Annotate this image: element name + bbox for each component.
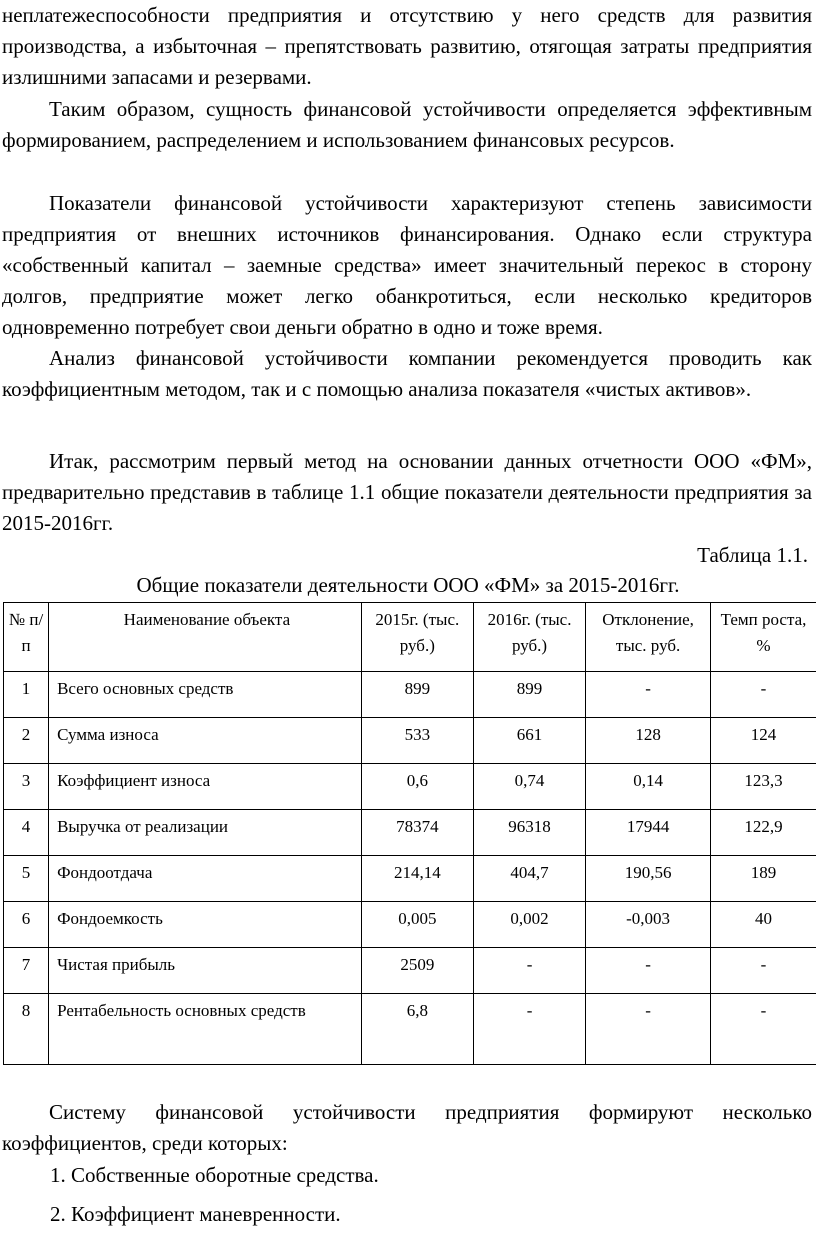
table-row	[4, 994, 816, 1065]
header-name: Наименование объекта	[49, 603, 362, 672]
cell-deviation: -0,003	[586, 902, 711, 948]
paragraph-essence: Таким образом, сущность финансовой устойчивости определяется эффективным формированием, распределением и использованием финансовых ресурсов.	[2, 94, 812, 156]
cell-growth: -	[711, 948, 816, 994]
cell-growth: 122,9	[711, 810, 816, 856]
cell-deviation: -	[586, 994, 711, 1065]
cell-2016: -	[473, 948, 585, 994]
indicators-table	[3, 602, 816, 1065]
cell-2016: 96318	[473, 810, 585, 856]
cell-growth: -	[711, 994, 816, 1065]
header-num: № п/п	[4, 603, 49, 672]
cell-name: Всего основных средств	[49, 672, 362, 718]
cell-name: Фондоемкость	[49, 902, 362, 948]
cell-name: Выручка от реализации	[49, 810, 362, 856]
cell-num: 7	[4, 948, 49, 994]
cell-2016: 0,002	[473, 902, 585, 948]
table-row	[4, 856, 816, 902]
cell-num: 5	[4, 856, 49, 902]
cell-growth: -	[711, 672, 816, 718]
cell-name: Фондоотдача	[49, 856, 362, 902]
cell-2015: 0,005	[361, 902, 473, 948]
cell-num: 2	[4, 718, 49, 764]
coefficients-list	[50, 1160, 810, 1238]
cell-deviation: 190,56	[586, 856, 711, 902]
cell-2015: 533	[361, 718, 473, 764]
table-row	[4, 810, 816, 856]
cell-2015: 214,14	[361, 856, 473, 902]
cell-deviation: 17944	[586, 810, 711, 856]
list-item	[50, 1199, 810, 1230]
paragraph-coefficients: Систему финансовой устойчивости предприятия формируют несколько коэффициентов, среди которых:	[2, 1097, 812, 1159]
cell-growth: 40	[711, 902, 816, 948]
cell-num: 6	[4, 902, 49, 948]
cell-deviation: 128	[586, 718, 711, 764]
table-title: Общие показатели деятельности ООО «ФМ» за 2015-2016гг.	[0, 570, 816, 601]
cell-2015: 6,8	[361, 994, 473, 1065]
cell-deviation: -	[586, 948, 711, 994]
table-row	[4, 764, 816, 810]
list-marker: 1.	[50, 1163, 66, 1187]
cell-2015: 78374	[361, 810, 473, 856]
table-row	[4, 948, 816, 994]
cell-name: Чистая прибыль	[49, 948, 362, 994]
paragraph-continuation: неплатежеспособности предприятия и отсутствию у него средств для развития производства, а избыточная – препятствовать развитию, отягощая затраты предприятия излишними запасами и резервами.	[2, 0, 812, 93]
cell-2016: 404,7	[473, 856, 585, 902]
table-row	[4, 672, 816, 718]
header-growth: Темп роста, %	[711, 603, 816, 672]
paragraph-analysis: Анализ финансовой устойчивости компании рекомендуется проводить как коэффициентным методом, так и с помощью анализа показателя «чистых активов».	[2, 343, 812, 405]
table-header-row	[4, 603, 816, 672]
cell-2015: 0,6	[361, 764, 473, 810]
cell-growth: 189	[711, 856, 816, 902]
paragraph-method: Итак, рассмотрим первый метод на основании данных отчетности ООО «ФМ», предварительно представив в таблице 1.1 общие показатели деятельности предприятия за 2015-2016гг.	[2, 446, 812, 539]
cell-2016: 899	[473, 672, 585, 718]
cell-2016: 0,74	[473, 764, 585, 810]
header-2016: 2016г. (тыс. руб.)	[473, 603, 585, 672]
cell-2015: 2509	[361, 948, 473, 994]
paragraph-indicators: Показатели финансовой устойчивости характеризуют степень зависимости предприятия от внешних источников финансирования. Однако если структура «собственный капитал – заемные средства» имеет значительный перекос в сторону долгов, предприятие может легко обанкротиться, если несколько кредиторов одновременно потребует свои деньги обратно в одно и тоже время.	[2, 188, 812, 343]
header-2015: 2015г. (тыс. руб.)	[361, 603, 473, 672]
header-deviation: Отклонение, тыс. руб.	[586, 603, 711, 672]
cell-2016: -	[473, 994, 585, 1065]
cell-name: Рентабельность основных средств	[49, 994, 362, 1065]
cell-growth: 124	[711, 718, 816, 764]
list-marker: 2.	[50, 1202, 66, 1226]
cell-num: 1	[4, 672, 49, 718]
cell-deviation: -	[586, 672, 711, 718]
cell-deviation: 0,14	[586, 764, 711, 810]
table-row	[4, 902, 816, 948]
cell-name: Коэффициент износа	[49, 764, 362, 810]
cell-num: 4	[4, 810, 49, 856]
cell-num: 8	[4, 994, 49, 1065]
cell-name: Сумма износа	[49, 718, 362, 764]
list-item	[50, 1160, 810, 1191]
table-label: Таблица 1.1.	[697, 540, 808, 571]
table-row	[4, 718, 816, 764]
cell-num: 3	[4, 764, 49, 810]
cell-growth: 123,3	[711, 764, 816, 810]
cell-2016: 661	[473, 718, 585, 764]
list-text: Собственные оборотные средства.	[71, 1163, 379, 1187]
cell-2015: 899	[361, 672, 473, 718]
list-text: Коэффициент маневренности.	[71, 1202, 341, 1226]
